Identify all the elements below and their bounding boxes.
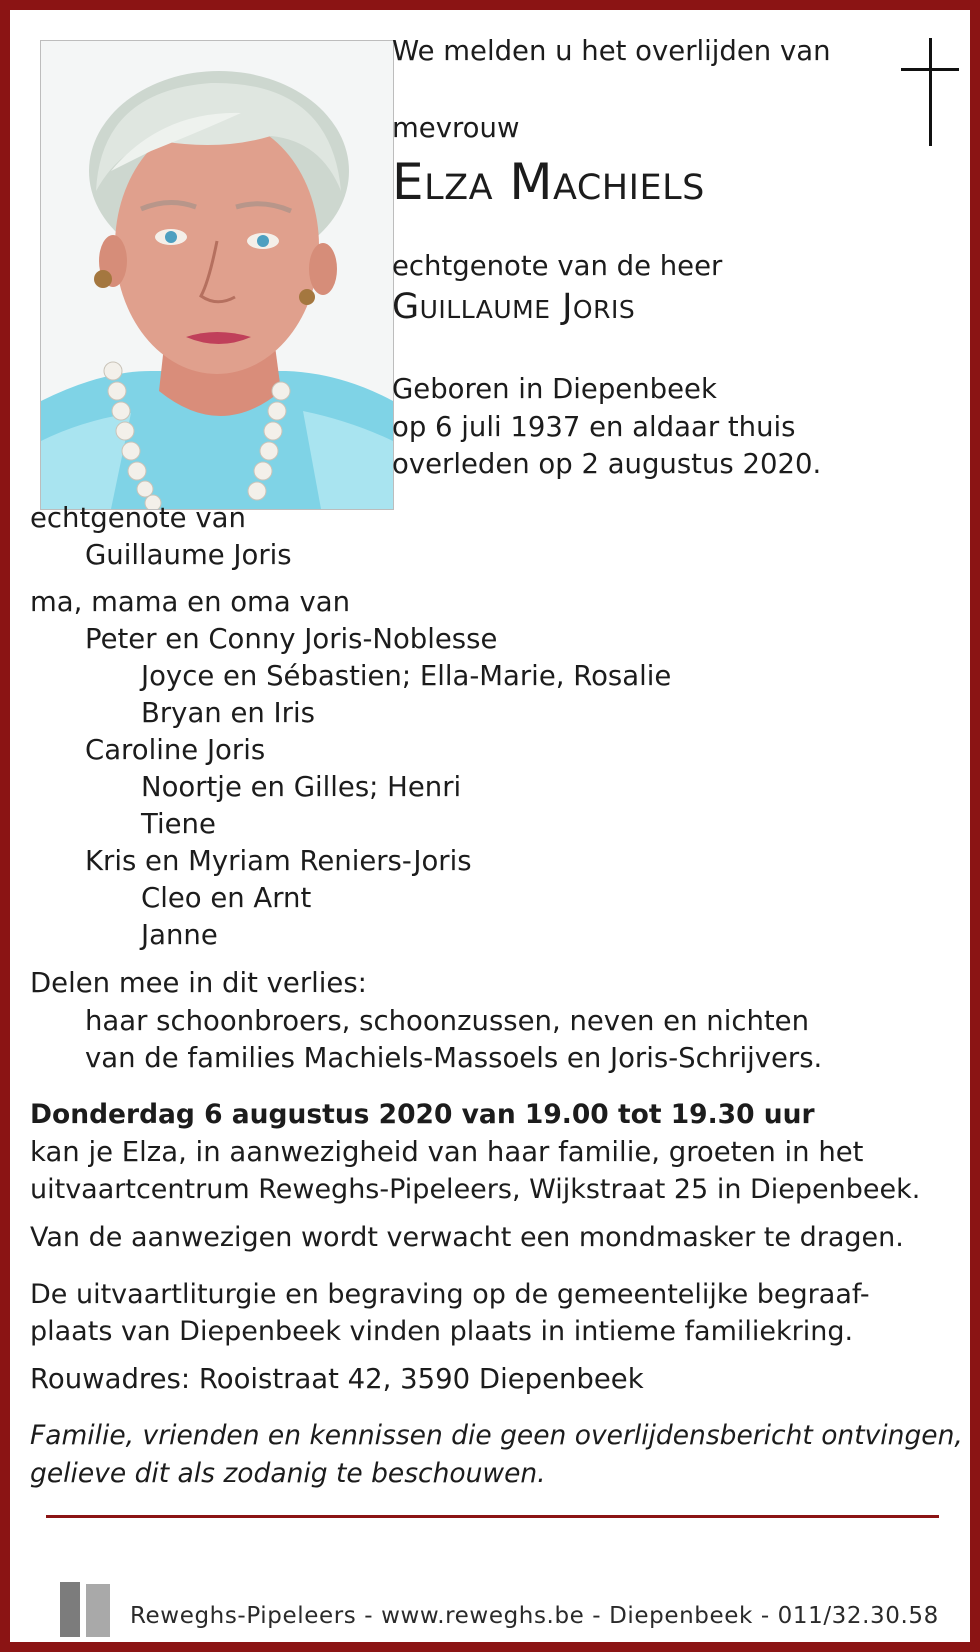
cross-icon [929, 38, 932, 146]
portrait-photo [40, 40, 394, 510]
funeral-home-footer: Reweghs-Pipeleers - www.reweghs.be - Diepenbeek - 011/32.30.58 [130, 1603, 939, 1629]
share-line: van de families Machiels-Massoels en Joris-Schrijvers. [85, 1042, 823, 1074]
intro-line: We melden u het overlijden van [392, 35, 831, 67]
child-entry: Kris en Myriam Reniers-Joris [85, 845, 472, 877]
grandchild-entry: Janne [141, 919, 218, 951]
portrait-illustration [41, 41, 393, 509]
child-entry: Caroline Joris [85, 734, 266, 766]
spouse-entry: Guillaume Joris [85, 539, 292, 571]
birth-line: op 6 juli 1937 en aldaar thuis [392, 411, 796, 443]
grandchild-entry: Tiene [141, 808, 216, 840]
grandchild-entry: Bryan en Iris [141, 697, 315, 729]
visit-line: kan je Elza, in aanwezigheid van haar familie, groeten in het [30, 1136, 864, 1168]
birth-line: Geboren in Diepenbeek [392, 373, 717, 405]
grandchild-entry: Cleo en Arnt [141, 882, 312, 914]
deceased-name: Elza Machiels [392, 153, 705, 211]
visit-line: uitvaartcentrum Reweghs-Pipeleers, Wijkstraat 25 in Diepenbeek. [30, 1174, 921, 1205]
cross-icon-bar [901, 68, 959, 71]
closing-line: Familie, vrienden en kennissen die geen overlijdensbericht ontvingen, [30, 1420, 963, 1451]
closing-line: gelieve dit als zodanig te beschouwen. [30, 1458, 546, 1489]
child-entry: Peter en Conny Joris-Noblesse [85, 623, 498, 655]
grandchild-entry: Joyce en Sébastien; Ella-Marie, Rosalie [141, 660, 672, 692]
footer-divider [46, 1515, 939, 1518]
spouse-label: echtgenote van [30, 502, 246, 534]
ceremony-heading: Donderdag 6 augustus 2020 van 19.00 tot 19.30 uur [30, 1099, 815, 1130]
birth-line: overleden op 2 augustus 2020. [392, 448, 822, 480]
children-label: ma, mama en oma van [30, 586, 350, 618]
spouse-name: Guillaume Joris [392, 287, 636, 327]
share-label: Delen mee in dit verlies: [30, 967, 367, 999]
grandchild-entry: Noortje en Gilles; Henri [141, 771, 462, 803]
liturgy-line: De uitvaartliturgie en begraving op de gemeentelijke begraaf- [30, 1279, 870, 1310]
funeral-home-logo-icon-right [86, 1584, 110, 1637]
funeral-home-logo-icon [60, 1582, 80, 1637]
mask-notice: Van de aanwezigen wordt verwacht een mondmasker te dragen. [30, 1222, 904, 1253]
spouse-intro: echtgenote van de heer [392, 250, 723, 282]
title-line: mevrouw [392, 112, 520, 144]
share-line: haar schoonbroers, schoonzussen, neven en nichten [85, 1005, 810, 1037]
mourning-address: Rouwadres: Rooistraat 42, 3590 Diepenbeek [30, 1363, 644, 1395]
liturgy-line: plaats van Diepenbeek vinden plaats in intieme familiekring. [30, 1316, 854, 1347]
